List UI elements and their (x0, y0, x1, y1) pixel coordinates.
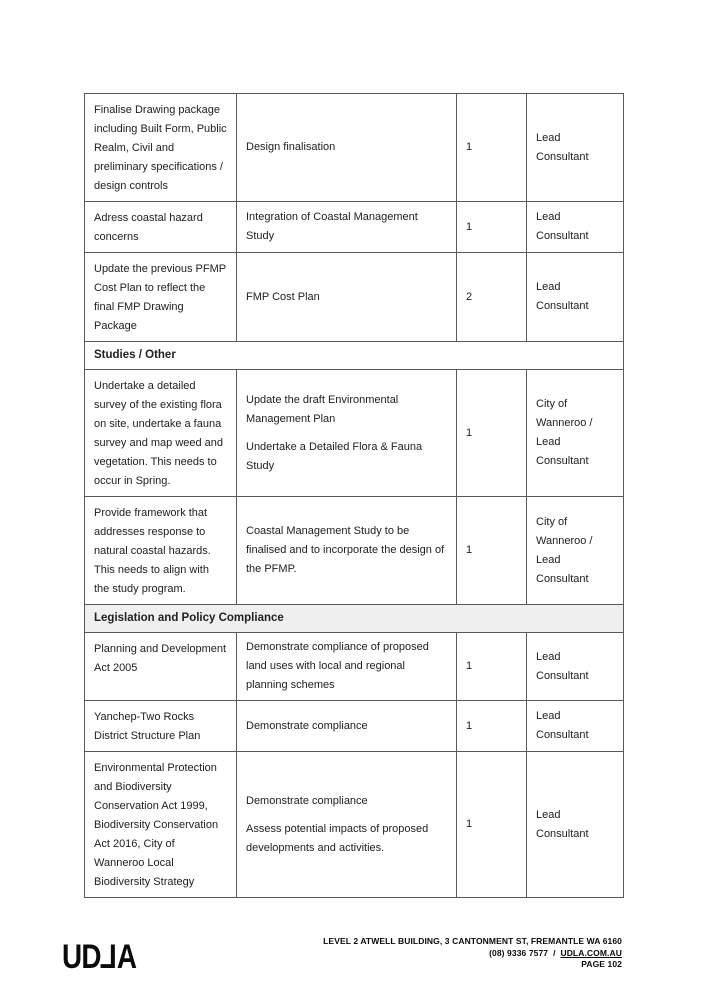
table-row (85, 633, 624, 701)
udla-logo (62, 938, 136, 977)
deliverable-cell (237, 202, 457, 253)
task-cell: Environmental Protection and Biodiversity Conservation Act 1999, Biodiversity Conservation Act 2016, City of Wanneroo Local Biodiversity Strategy (85, 752, 237, 898)
footer-page-number: PAGE 102 (581, 959, 622, 969)
responsibility-cell: Lead Consultant (527, 253, 624, 342)
deliverable-cell (237, 701, 457, 752)
task-cell: Update the previous PFMP Cost Plan to reflect the final FMP Drawing Package (85, 253, 237, 342)
footer-website-link[interactable]: UDLA.COM.AU (560, 947, 622, 958)
footer-phone: (08) 9336 7577 (489, 947, 549, 958)
responsibility-cell: Lead Consultant (527, 752, 624, 898)
page-footer (62, 936, 622, 977)
deliverable-cell (237, 752, 457, 898)
deliverable-cell (237, 370, 457, 497)
deliverable-text: Undertake a Detailed Flora & Fauna Study (246, 440, 423, 472)
footer-contact-line (323, 948, 622, 960)
section-header-row (85, 605, 624, 633)
deliverable-cell (237, 633, 457, 701)
logo-text: UD (62, 938, 101, 976)
deliverable-text: Demonstrate compliance (246, 794, 368, 807)
section-header-label: Studies / Other (85, 342, 624, 370)
responsibility-cell: City of Wanneroo / Lead Consultant (527, 497, 624, 605)
deliverable-text: Integration of Coastal Management Study (246, 211, 418, 242)
deliverable-text: Demonstrate compliance (246, 719, 368, 732)
responsibility-cell: Lead Consultant (527, 633, 624, 701)
qty-cell: 1 (457, 701, 527, 752)
logo-reversed-l: L (100, 938, 117, 976)
qty-cell: 2 (457, 253, 527, 342)
responsibility-cell: Lead Consultant (527, 94, 624, 202)
responsibility-cell: City of Wanneroo / Lead Consultant (527, 370, 624, 497)
task-cell: Finalise Drawing package including Built Form, Public Realm, Civil and preliminary specifications / design controls (85, 94, 237, 202)
task-cell: Adress coastal hazard concerns (85, 202, 237, 253)
deliverable-cell (237, 253, 457, 342)
deliverable-cell (237, 94, 457, 202)
task-cell: Planning and Development Act 2005 (85, 633, 237, 701)
task-cell: Yanchep-Two Rocks District Structure Plan (85, 701, 237, 752)
section-header-row (85, 342, 624, 370)
deliverable-cell (237, 497, 457, 605)
table-row (85, 202, 624, 253)
responsibility-cell: Lead Consultant (527, 202, 624, 253)
deliverable-text: FMP Cost Plan (246, 290, 320, 303)
project-plan-table (84, 93, 624, 898)
qty-cell: 1 (457, 633, 527, 701)
deliverable-text: Coastal Management Study to be finalised and to incorporate the design of the PFMP. (246, 525, 445, 575)
section-header-label: Legislation and Policy Compliance (85, 605, 624, 633)
qty-cell: 1 (457, 94, 527, 202)
table-row (85, 370, 624, 497)
deliverable-text: Assess potential impacts of proposed developments and activities. (246, 822, 429, 854)
table-row (85, 94, 624, 202)
qty-cell: 1 (457, 497, 527, 605)
table-row (85, 253, 624, 342)
footer-address: LEVEL 2 ATWELL BUILDING, 3 CANTONMENT ST, FREMANTLE WA 6160 (323, 936, 622, 946)
deliverable-text: Demonstrate compliance of proposed land uses with local and regional planning schemes (246, 641, 429, 691)
logo-text: A (116, 938, 137, 976)
responsibility-cell: Lead Consultant (527, 701, 624, 752)
task-cell: Undertake a detailed survey of the existing flora on site, undertake a fauna survey and map weed and vegetation. This needs to occur in Spring. (85, 370, 237, 497)
deliverable-text: Design finalisation (246, 141, 336, 153)
qty-cell: 1 (457, 370, 527, 497)
footer-separator: / (548, 947, 561, 958)
qty-cell: 1 (457, 202, 527, 253)
deliverable-text: Update the draft Environmental Management Plan (246, 393, 399, 425)
footer-contact-block (323, 936, 622, 971)
qty-cell: 1 (457, 752, 527, 898)
task-cell: Provide framework that addresses response to natural coastal hazards. This needs to align with the study program. (85, 497, 237, 605)
table-row (85, 701, 624, 752)
table-row (85, 752, 624, 898)
table-row (85, 497, 624, 605)
